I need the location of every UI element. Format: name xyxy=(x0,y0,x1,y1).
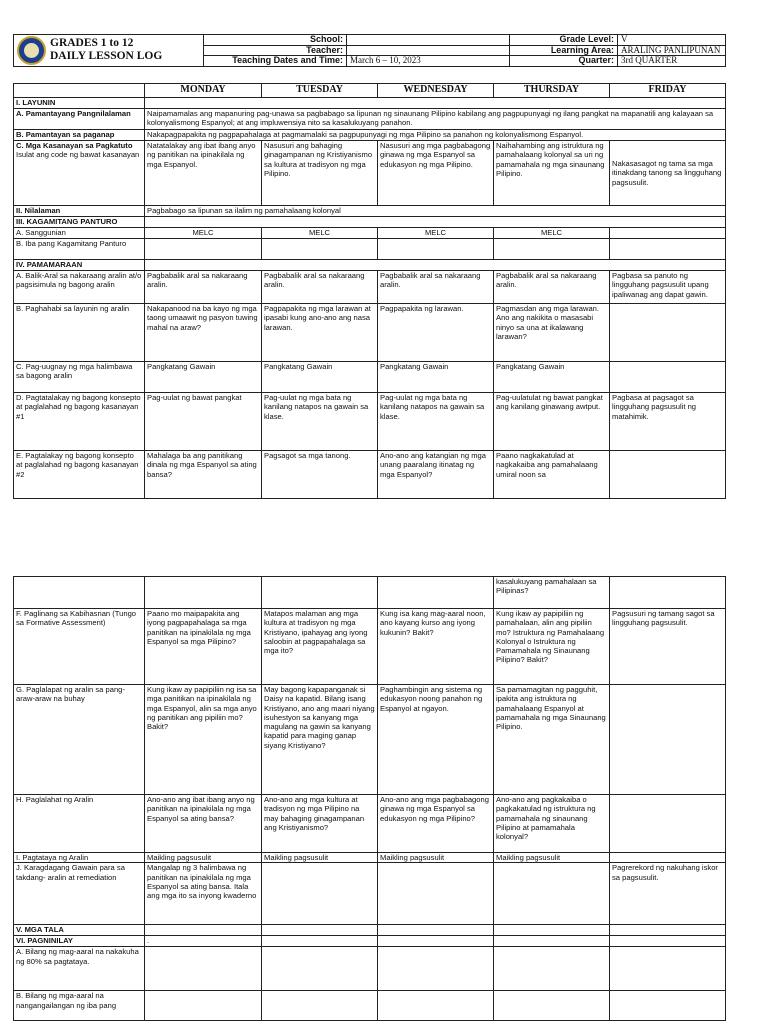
section-heading: I. LAYUNIN xyxy=(14,98,145,109)
day-cell: Mahalaga ba ang panitikang dinala ng mga Espanyol sa ating bansa? xyxy=(145,451,262,499)
day-cell: Pangkatang Gawain xyxy=(262,362,378,393)
row-label: I. Pagtataya ng Aralin xyxy=(14,853,145,863)
day-cell: Pangkatang Gawain xyxy=(494,362,610,393)
day-cell: Pagbasa at pagsagot sa lingguhang pagsusulit ng matahimik. xyxy=(610,393,726,451)
day-cell: Pagbabalik aral sa nakaraang aralin. xyxy=(378,271,494,304)
learning-area-label: Learning Area: xyxy=(510,45,618,56)
row-label: G. Paglalapat ng aralin sa pang-araw-araw na buhay xyxy=(14,685,145,795)
deped-seal-icon xyxy=(17,36,46,65)
day-cell: MELC xyxy=(262,228,378,239)
day-cell xyxy=(494,863,610,925)
row-label: A. Bilang ng mag-aaral na nakakuha ng 80% sa pagtataya. xyxy=(14,947,145,991)
day-cell xyxy=(610,304,726,362)
doc-title-line2: DAILY LESSON LOG xyxy=(50,50,163,63)
day-cell xyxy=(145,577,262,609)
day-cell: MELC xyxy=(378,228,494,239)
grade-label: Grade Level: xyxy=(510,35,618,46)
day-cell: Ano-ano ang mga pagbabagong ginawa ng mga Espanyol sa edukasyon ng mga Pilipino? xyxy=(378,795,494,853)
day-cell: Pag-uulat ng mga bata ng kanilang natapos na gawain sa klase. xyxy=(262,393,378,451)
row-label-cell xyxy=(14,141,145,206)
row-label: J. Karagdagang Gawain para sa takdang- aralin at remediation xyxy=(14,863,145,925)
doc-title-line1: GRADES 1 to 12 xyxy=(50,37,134,50)
header-logo-cell xyxy=(14,35,204,67)
row-label: B. Iba pang Kagamitang Panturo xyxy=(14,239,145,260)
day-cell: Pagmasdan ang mga larawan. Ano ang nakikita o masasabi ninyo sa una at ikalawang larawan? xyxy=(494,304,610,362)
day-header: TUESDAY xyxy=(262,84,378,98)
day-header: WEDNESDAY xyxy=(378,84,494,98)
day-cell xyxy=(610,685,726,795)
day-cell xyxy=(610,362,726,393)
day-cell: Ano-ano ang pagkakaiba o pagkakatulad ng istruktura ng pamamahala ng sinaunang Pilipino at pamamahala kolonyal? xyxy=(494,795,610,853)
day-cell xyxy=(610,228,726,239)
day-cell: May bagong kapapanganak si Daisy na kapatid. Bilang isang Kristiyano, ano ang maari niyang isuhestyon sa kanyang mga magulang na gawin sa kanyang kapatid para maging ganap siyang Kristiyano? xyxy=(262,685,378,795)
day-cell: Nakasasagot ng tama sa mga itinakdang tanong sa lingguhang pagsusulit. xyxy=(610,141,726,206)
teacher-value xyxy=(347,45,510,56)
section-heading: III. KAGAMITANG PANTURO xyxy=(14,217,145,228)
day-cell: Mangalap ng 3 halimbawa ng panitikan na ipinakilala ng mga Espanyol sa ating bansa. Itala ang mga ito sa inyong kwaderno xyxy=(145,863,262,925)
day-cell: Maikling pagsusulit xyxy=(145,853,262,863)
day-cell: Nakapanood na ba kayo ng mga taong umaawit ng pasyon tuwing mahal na araw? xyxy=(145,304,262,362)
day-cell: Nasusuri ang mga pagbabagong ginawa ng mga Espanyol sa edukasyon ng mga Pilipino. xyxy=(378,141,494,206)
row-label: D. Pagtatalakay ng bagong konsepto at paglalahad ng bagong kasanayan #1 xyxy=(14,393,145,451)
day-cell: Pagbabalik aral sa nakaraang aralin. xyxy=(494,271,610,304)
day-cell: Pagbabalik aral sa nakaraang aralin. xyxy=(145,271,262,304)
row-label: E. Pagtalakay ng bagong konsepto at paglalahad ng bagong kasanayan #2 xyxy=(14,451,145,499)
day-cell xyxy=(610,795,726,853)
day-cell xyxy=(378,863,494,925)
day-cell: MELC xyxy=(145,228,262,239)
corner-cell xyxy=(14,84,145,98)
row-label: C. Mga Kasanayan sa Pagkatuto xyxy=(16,141,133,150)
row-label: B. Pamantayan sa paganap xyxy=(14,130,145,141)
header-table xyxy=(13,34,726,67)
section-heading: VI. PAGNINILAY xyxy=(14,936,145,947)
day-cell: Pagbabalik aral sa nakaraang aralin. xyxy=(262,271,378,304)
day-cell: Pagbasa sa panuto ng lingguhang pagsusulit upang ipaliwanag ang dapat gawin. xyxy=(610,271,726,304)
day-cell: Maikling pagsusulit xyxy=(494,853,610,863)
day-cell: Pagrerekord ng nakuhang iskor sa pagsusulit. xyxy=(610,863,726,925)
section-heading: II. Nilalaman xyxy=(14,206,145,217)
day-cell: Naihahambing ang istruktura ng pamahalaang kolonyal sa uri ng pamamahala ng mga sinaunang Pilipino. xyxy=(494,141,610,206)
row-label: A. Sanggunian xyxy=(14,228,145,239)
day-cell xyxy=(610,577,726,609)
lesson-log-table-continued xyxy=(13,576,726,1021)
day-cell: Natatalakay ang ibat ibang anyo ng panitikan na ipinakilala ng mga Espanyol. xyxy=(145,141,262,206)
day-header: MONDAY xyxy=(145,84,262,98)
day-cell: Maikling pagsusulit xyxy=(378,853,494,863)
day-cell: Matapos malaman ang mga kultura at tradisyon ng mga Kristiyano, ipahayag ang iyong saloobin at pagpapahalaga sa mga ito? xyxy=(262,609,378,685)
day-cell: Kung ikaw ay papipiliin ng isa sa mga panitikan na ipinakilala ng mga Espanyol, alin sa mga anyo ng panitikan ang pipiliin mo? Bakit? xyxy=(145,685,262,795)
row-text: Naipamamalas ang mapanuring pag-unawa sa pagbabago sa lipunan ng sinaunang Pilipino kabilang ang pagpupunyagi ng ilang pangkat na mapanatili ang kalayaan sa kolonyalismong Espanyol; at ang impluwensiya nito sa kasalukuyang panahon. xyxy=(145,109,726,130)
row-label: B. Bilang ng mga-aaral na nangangailangan ng iba pang xyxy=(14,991,145,1021)
quarter-value: 3rd QUARTER xyxy=(618,56,726,67)
day-cell xyxy=(378,577,494,609)
day-cell: Pagpapakita ng larawan. xyxy=(378,304,494,362)
day-cell: Pagsagot sa mga tanong. xyxy=(262,451,378,499)
day-cell: Ano-ano ang katangian ng mga unang paaralang itinatag ng mga Espanyol? xyxy=(378,451,494,499)
day-cell: Pangkatang Gawain xyxy=(145,362,262,393)
day-header: THURSDAY xyxy=(494,84,610,98)
day-cell: Pagpapakita ng mga larawan at ipasabi kung ano-ano ang nasa larawan. xyxy=(262,304,378,362)
day-cell: Sa pamamagitan ng pagguhit, ipakita ang istruktura ng pamahalaang Espanyol at pamamahala ng mga Sinaunang Pilipino. xyxy=(494,685,610,795)
day-cell: Paano mo maipapakita ang iyong pagpapahalaga sa mga panitikan na ipinakilala ng mga Espanyol sa mga Pilipino? xyxy=(145,609,262,685)
day-cell: Paghambingin ang sistema ng edukasyon noong panahon ng Espanyol at ngayon. xyxy=(378,685,494,795)
day-cell: kasalukuyang pamahalaan sa Pilipinas? xyxy=(494,577,610,609)
learning-area-value: ARALING PANLIPUNAN xyxy=(618,45,726,56)
day-cell: Paano nagkakatulad at nagkakaiba ang pamahalaang umiral noon sa xyxy=(494,451,610,499)
grade-value: V xyxy=(618,35,726,46)
lesson-log-table xyxy=(13,83,726,499)
day-cell: Pangkatang Gawain xyxy=(378,362,494,393)
section-heading: V. MGA TALA xyxy=(14,925,145,936)
day-cell: Pag-uulat ng mga bata ng kanilang natapos na gawain sa klase. xyxy=(378,393,494,451)
row-label: A. Pamantayang Pangnilalaman xyxy=(14,109,145,130)
day-cell xyxy=(262,863,378,925)
day-cell xyxy=(610,853,726,863)
row-label: H. Paglalahat ng Aralin xyxy=(14,795,145,853)
dates-label: Teaching Dates and Time: xyxy=(204,56,347,67)
day-cell xyxy=(262,577,378,609)
day-cell: Pag-uulatulat ng bawat pangkat ang kanilang ginawang awtput. xyxy=(494,393,610,451)
row-text: Pagbabago sa lipunan sa ilalim ng pamahalaang kolonyal xyxy=(145,206,726,217)
row-sublabel: Isulat ang code ng bawat kasanayan xyxy=(16,150,140,160)
teacher-label: Teacher: xyxy=(204,45,347,56)
day-cell: Kung ikaw ay papipiliin ng pamahalaan, alin ang pipiliin mo? Istruktura ng Pamahalaang Kolonyal o Istruktura ng Pamamahala ng Sinaunang Pilipino? Bakit? xyxy=(494,609,610,685)
day-cell: Kung isa kang mag-aaral noon, ano kayang kurso ang iyong kukunin? Bakit? xyxy=(378,609,494,685)
day-cell xyxy=(610,451,726,499)
day-header: FRIDAY xyxy=(610,84,726,98)
day-cell: Maikling pagsusulit xyxy=(262,853,378,863)
row-label: A. Balik-Aral sa nakaraang aralin at/o pagsisimula ng bagong aralin xyxy=(14,271,145,304)
row-label: C. Pag-uugnay ng mga halimbawa sa bagong aralin xyxy=(14,362,145,393)
day-cell: Pag-uulat ng bawat pangkat xyxy=(145,393,262,451)
school-label: School: xyxy=(204,35,347,46)
row-label: B. Paghahabi sa layunin ng aralin xyxy=(14,304,145,362)
day-cell: Ano-ano ang ibat ibang anyo ng panitikan na ipinakilala ng mga Espanyol sa ating bansa? xyxy=(145,795,262,853)
row-label: F. Paglinang sa Kabihasnan (Tungo sa Formative Assessment) xyxy=(14,609,145,685)
row-text: Nakapagpapakita ng pagpapahalaga at pagmamalaki sa pagpupunyagi ng mga Pilipino sa panahon ng kolonyalismong Espanyol. xyxy=(145,130,726,141)
row-text: . xyxy=(145,936,262,947)
day-cell: Pagsusuri ng tamang sagot sa lingguhang pagsusulit. xyxy=(610,609,726,685)
day-cell: MELC xyxy=(494,228,610,239)
day-cell: Nasusuri ang bahaging ginagampanan ng Kristiyanismo sa kultura at tradisyon ng mga Pilipino. xyxy=(262,141,378,206)
row-label xyxy=(14,577,145,609)
day-cell: Ano-ano ang mga kultura at tradisyon ng mga Pilipino na may bahaging ginagampanan ang Kristiyanismo? xyxy=(262,795,378,853)
section-heading: IV. PAMAMARAAN xyxy=(14,260,145,271)
quarter-label: Quarter: xyxy=(510,56,618,67)
dates-value: March 6 – 10, 2023 xyxy=(347,56,510,67)
school-value xyxy=(347,35,510,46)
